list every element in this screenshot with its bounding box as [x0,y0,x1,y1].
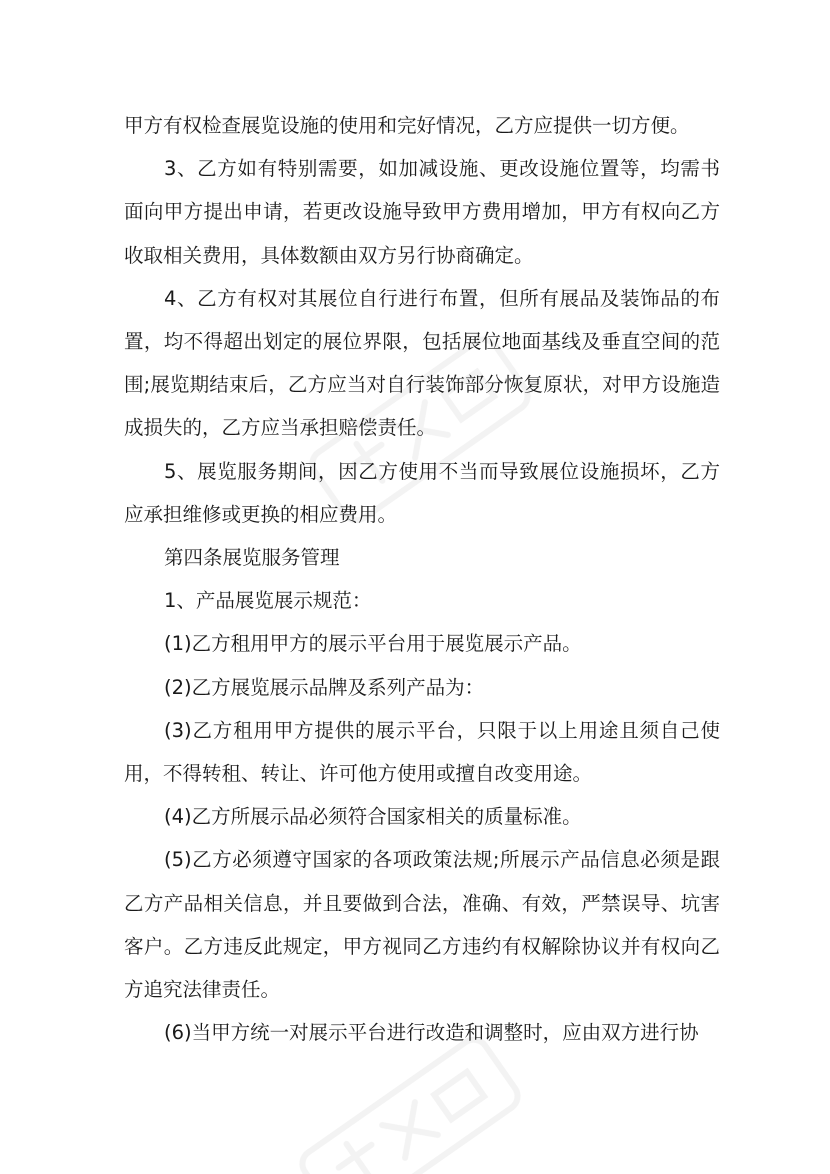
paragraph: 4、乙方有权对其展位自行进行布置，但所有展品及装饰品的布置，均不得超出划定的展位界限，包括展位地面基线及垂直空间的范围;展览期结束后，乙方应当对自行装饰部分恢复原状，对甲方设施造成损失的，乙方应当承担赔偿责任。 [124,286,720,440]
paragraph: 甲方有权检查展览设施的使用和完好情况，乙方应提供一切方便。 [124,114,690,137]
paragraph: 1、产品展览展示规范： [164,589,372,613]
paragraph: (3)乙方租用甲方提供的展示平台，只限于以上用途且须自己使用，不得转租、转让、许可他方使用或擅自改变用途。 [124,718,720,786]
paragraph: 3、乙方如有特别需要，如加减设施、更改设施位置等，均需书面向甲方提出申请，若更改设施导致甲方费用增加，甲方有权向乙方收取相关费用，具体数额由双方另行协商确定。 [124,157,720,267]
paragraph: (4)乙方所展示品必须符合国家相关的质量标准。 [164,805,582,829]
section-heading: 第四条展览服务管理 [164,546,340,570]
document-body [124,104,720,1054]
paragraph: (6)当甲方统一对展示平台进行改造和调整时，应由双方进行协 [164,1021,699,1045]
paragraph: (2)乙方展览展示品牌及系列产品为： [164,675,485,699]
paragraph: 5、展览服务期间，因乙方使用不当而导致展位设施损坏，乙方应承担维修或更换的相应费用。 [124,459,720,526]
paragraph: (5)乙方必须遵守国家的各项政策法规;所展示产品信息必须是跟乙方产品相关信息，并且要做到合法，准确、有效，严禁误导、坑害客户。乙方违反此规定，甲方视同乙方违约有权解除协议并有权向乙方追究法律责任。 [124,848,720,1002]
paragraph: (1)乙方租用甲方的展示平台用于展览展示产品。 [164,632,582,656]
